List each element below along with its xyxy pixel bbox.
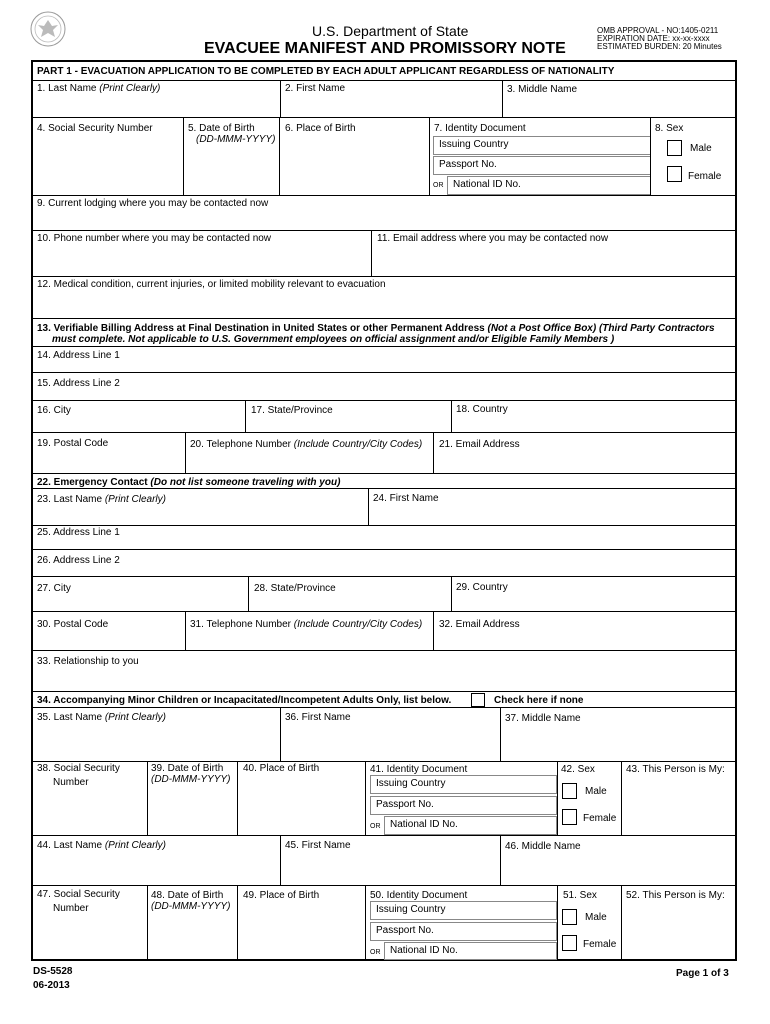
field-13-billing-note: must complete. Not applicable to U.S. Government employees on official assignment and/or Eligible Family Members ) [52, 334, 615, 345]
female-label: Female [583, 939, 617, 950]
issuing-country-input[interactable]: Issuing Country [370, 775, 557, 794]
field-30-postal-code[interactable]: 30. Postal Code [37, 619, 109, 630]
divider [451, 576, 452, 611]
national-id-input[interactable]: National ID No. [447, 176, 651, 195]
date-format-hint: (DD-MMM-YYYY) [196, 134, 276, 145]
divider [31, 488, 737, 489]
field-38-ssn[interactable]: 38. Social Security [37, 763, 120, 774]
passport-no-input[interactable]: Passport No. [370, 796, 557, 815]
issuing-country-input[interactable]: Issuing Country [433, 136, 651, 155]
divider [368, 488, 369, 525]
divider [365, 885, 366, 961]
field-15-address-line-2[interactable]: 15. Address Line 2 [37, 378, 120, 389]
divider [31, 432, 737, 433]
divider [147, 761, 148, 835]
field-43-relationship[interactable]: 43. This Person is My: [626, 764, 725, 775]
passport-no-input[interactable]: Passport No. [370, 922, 557, 941]
divider [31, 525, 737, 526]
divider [31, 276, 737, 277]
national-id-input[interactable]: National ID No. [384, 942, 557, 960]
divider [31, 400, 737, 401]
field-10-phone[interactable]: 10. Phone number where you may be contacted now [37, 233, 272, 244]
divider [185, 432, 186, 473]
field-1-last-name[interactable]: 1. Last Name (Print Clearly) [37, 83, 161, 94]
date-format-hint: (DD-MMM-YYYY) [151, 901, 231, 912]
divider [31, 761, 737, 762]
field-33-relationship[interactable]: 33. Relationship to you [37, 656, 139, 667]
passport-no-input[interactable]: Passport No. [433, 156, 651, 175]
department-of-state-seal [30, 11, 66, 47]
divider [280, 835, 281, 885]
divider [451, 400, 452, 432]
field-25-address-line-1[interactable]: 25. Address Line 1 [37, 527, 120, 538]
field-18-country[interactable]: 18. Country [456, 404, 508, 415]
divider [500, 707, 501, 761]
divider [31, 611, 737, 612]
field-14-address-line-1[interactable]: 14. Address Line 1 [37, 350, 120, 361]
divider [31, 473, 737, 474]
field-7-identity-document: 7. Identity Document [434, 123, 526, 134]
field-11-email[interactable]: 11. Email address where you may be contacted now [377, 233, 609, 244]
divider [31, 318, 737, 319]
divider [147, 885, 148, 961]
estimated-burden: ESTIMATED BURDEN: 20 Minutes [597, 42, 722, 51]
male-label: Male [585, 912, 607, 923]
field-38-ssn-number: Number [53, 777, 89, 788]
field-22-emergency-contact: 22. Emergency Contact (Do not list someone traveling with you) [37, 477, 341, 488]
field-50-identity-document: 50. Identity Document [370, 890, 468, 901]
form-date: 06-2013 [33, 980, 70, 991]
divider [31, 835, 737, 836]
field-52-relationship[interactable]: 52. This Person is My: [626, 890, 725, 901]
field-16-city[interactable]: 16. City [37, 405, 71, 416]
divider [237, 761, 238, 835]
field-49-place-of-birth[interactable]: 49. Place of Birth [243, 890, 320, 901]
national-id-input[interactable]: National ID No. [384, 816, 557, 835]
divider [280, 707, 281, 761]
divider [31, 230, 737, 231]
or-label: OR [433, 182, 444, 189]
divider [429, 117, 430, 195]
field-26-address-line-2[interactable]: 26. Address Line 2 [37, 555, 120, 566]
female-checkbox[interactable] [562, 935, 577, 951]
divider [280, 80, 281, 117]
field-29-country[interactable]: 29. Country [456, 582, 508, 593]
field-46-middle-name[interactable]: 46. Middle Name [505, 841, 581, 852]
field-31-telephone[interactable]: 31. Telephone Number (Include Country/City Codes) [190, 619, 423, 630]
field-27-city[interactable]: 27. City [37, 583, 71, 594]
or-label: OR [370, 823, 381, 830]
divider [237, 885, 238, 961]
divider [433, 432, 434, 473]
field-19-postal-code[interactable]: 19. Postal Code [37, 438, 109, 449]
field-36-first-name[interactable]: 36. First Name [285, 712, 351, 723]
field-32-email[interactable]: 32. Email Address [439, 619, 520, 630]
female-checkbox[interactable] [667, 166, 682, 182]
form-title: EVACUEE MANIFEST AND PROMISSORY NOTE [204, 40, 566, 57]
divider [502, 80, 503, 117]
divider [248, 576, 249, 611]
field-37-middle-name[interactable]: 37. Middle Name [505, 713, 581, 724]
field-40-place-of-birth[interactable]: 40. Place of Birth [243, 763, 320, 774]
divider [557, 761, 558, 835]
divider [31, 707, 737, 708]
divider [31, 117, 737, 118]
divider [245, 400, 246, 432]
none-checkbox[interactable] [471, 693, 485, 707]
field-12-medical-condition[interactable]: 12. Medical condition, current injuries, or limited mobility relevant to evacuation [37, 279, 386, 290]
female-checkbox[interactable] [562, 809, 577, 825]
divider [183, 117, 184, 195]
field-44-last-name[interactable]: 44. Last Name (Print Clearly) [37, 840, 166, 851]
field-3-middle-name[interactable]: 3. Middle Name [507, 84, 578, 95]
male-checkbox[interactable] [562, 783, 577, 799]
divider [31, 346, 737, 347]
field-39-dob[interactable]: 39. Date of Birth [151, 763, 224, 774]
field-42-sex: 42. Sex [561, 764, 595, 775]
omb-approval: OMB APPROVAL - NO:1405-0211 [597, 26, 719, 35]
divider [31, 549, 737, 550]
male-label: Male [690, 143, 712, 154]
field-28-state[interactable]: 28. State/Province [254, 583, 336, 594]
field-45-first-name[interactable]: 45. First Name [285, 840, 351, 851]
field-6-place-of-birth[interactable]: 6. Place of Birth [285, 123, 356, 134]
divider [31, 885, 737, 886]
field-4-ssn[interactable]: 4. Social Security Number [37, 123, 153, 134]
divider [621, 761, 622, 835]
male-checkbox[interactable] [667, 140, 682, 156]
department-name: U.S. Department of State [312, 23, 469, 39]
field-13-billing-heading: 13. Verifiable Billing Address at Final Destination in United States or other Permanent Address (Not a Post Office Box) (Third Party Contractors [37, 323, 715, 334]
field-51-sex: 51. Sex [563, 890, 597, 901]
divider [31, 576, 737, 577]
field-23-last-name[interactable]: 23. Last Name (Print Clearly) [37, 494, 166, 505]
divider [31, 650, 737, 651]
field-2-first-name[interactable]: 2. First Name [285, 83, 346, 94]
field-34-accompanying-minors: 34. Accompanying Minor Children or Incapacitated/Incompetent Adults Only, list below. [37, 695, 452, 706]
divider [500, 835, 501, 885]
divider [371, 230, 372, 276]
field-35-last-name[interactable]: 35. Last Name (Print Clearly) [37, 712, 166, 723]
divider [433, 611, 434, 650]
divider [185, 611, 186, 650]
field-8-sex: 8. Sex [655, 123, 684, 134]
field-41-identity-document: 41. Identity Document [370, 764, 468, 775]
female-label: Female [583, 813, 617, 824]
part1-heading: PART 1 - EVACUATION APPLICATION TO BE COMPLETED BY EACH ADULT APPLICANT REGARDLESS OF NATIONALITY [37, 66, 615, 77]
divider [31, 80, 737, 81]
field-17-state[interactable]: 17. State/Province [251, 405, 333, 416]
or-label: OR [370, 949, 381, 956]
divider [31, 372, 737, 373]
divider [650, 117, 651, 195]
form-number: DS-5528 [33, 966, 73, 977]
divider [621, 885, 622, 961]
field-20-telephone[interactable]: 20. Telephone Number (Include Country/City Codes) [190, 439, 423, 450]
field-9-current-lodging[interactable]: 9. Current lodging where you may be contacted now [37, 198, 269, 209]
divider [31, 691, 737, 692]
male-checkbox[interactable] [562, 909, 577, 925]
field-47-ssn-number: Number [53, 903, 89, 914]
page-number: Page 1 of 3 [676, 968, 729, 979]
male-label: Male [585, 786, 607, 797]
check-if-none-label: Check here if none [494, 695, 584, 706]
field-5-dob[interactable]: 5. Date of Birth [188, 123, 255, 134]
divider [557, 885, 558, 961]
female-label: Female [688, 171, 722, 182]
field-24-first-name[interactable]: 24. First Name [373, 493, 439, 504]
issuing-country-input[interactable]: Issuing Country [370, 901, 557, 920]
field-47-ssn[interactable]: 47. Social Security [37, 889, 120, 900]
divider [279, 117, 280, 195]
divider [365, 761, 366, 835]
expiration-date: EXPIRATION DATE: xx-xx-xxxx [597, 34, 710, 43]
field-48-dob[interactable]: 48. Date of Birth [151, 890, 224, 901]
field-21-email[interactable]: 21. Email Address [439, 439, 520, 450]
date-format-hint: (DD-MMM-YYYY) [151, 774, 231, 785]
divider [31, 195, 737, 196]
